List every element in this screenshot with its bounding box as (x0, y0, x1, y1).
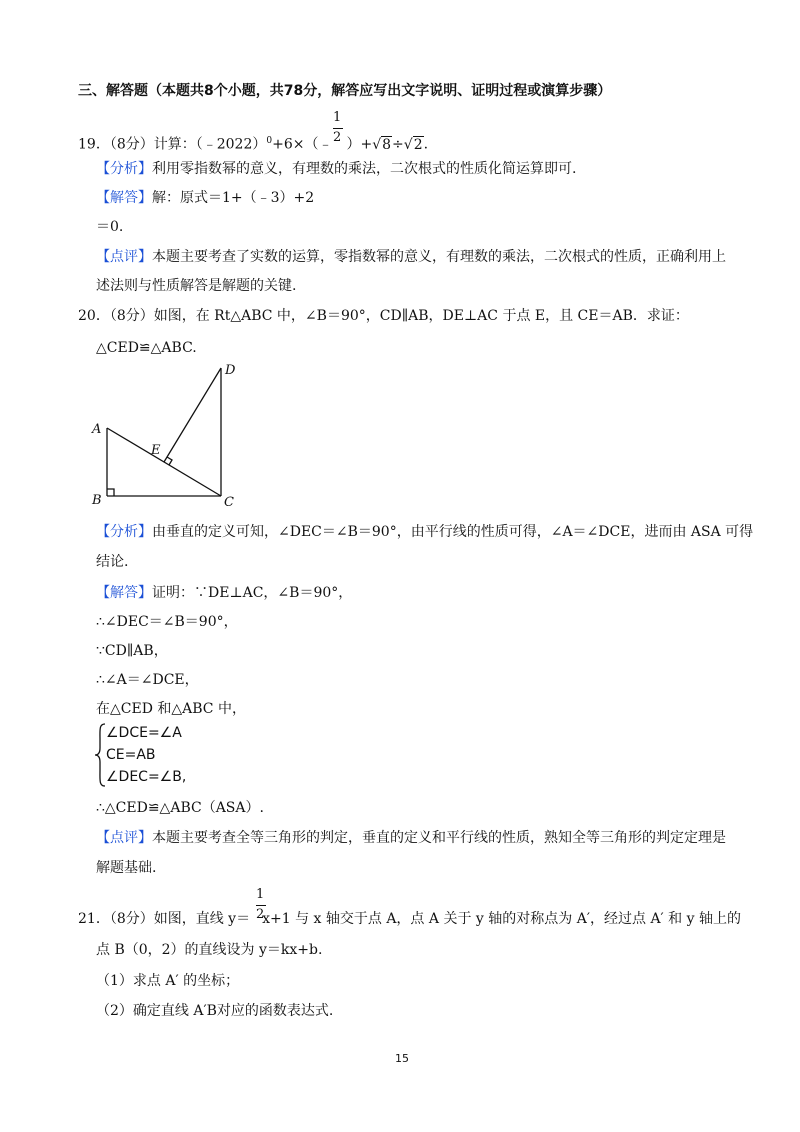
q19-div: ÷ (392, 136, 404, 153)
q21-line1-b: x+1 与 x 轴交于点 A，点 A 关于 y 轴的对称点为 A′，经过点 A′ 和 y 轴上的 (262, 911, 741, 927)
q19-analysis-text: 利用零指数幂的意义，有理数的乘法，二次根式的性质化简运算即可. (152, 161, 577, 177)
q19-prefix: 19．（8分）计算：（﹣2022） (78, 136, 267, 153)
q19-solution-tag: 【解答】 (96, 190, 152, 206)
q20-proof-line-4: ∴∠A＝∠DCE， (96, 672, 199, 688)
q19-solution-line-1: 解：原式＝1+（﹣3）+2 (152, 190, 315, 206)
q20-analysis-line-1: 由垂直的定义可知，∠DEC＝∠B＝90°，由平行线的性质可得，∠A＝∠DCE，进而由 ASA 可得 (152, 524, 754, 540)
q19-comment-line-1: 本题主要考查了实数的运算，零指数幂的意义，有理数的乘法，二次根式的性质，正确利用上 (152, 249, 726, 265)
q21-frac-den: 2 (256, 907, 265, 922)
q21-stem-line-1 (78, 910, 741, 928)
q21-stem-line-2: 点 B（0，2）的直线设为 y＝kx+b. (96, 942, 323, 958)
page-number: 15 (395, 1052, 409, 1065)
q19-solution (96, 189, 314, 207)
q19-end: . (423, 136, 429, 153)
section-title: 三、解答题（本题共8个小题，共78分，解答应写出文字说明、证明过程或演算步骤） (78, 83, 612, 99)
q20-comment-tag: 【点评】 (96, 830, 152, 846)
q20-analysis-tag: 【分析】 (96, 524, 152, 540)
q19-sqrt-8: √8 (372, 136, 392, 153)
q20-stem-line-1: 20．（8分）如图，在 Rt△ABC 中，∠B＝90°，CD∥AB，DE⊥AC 于点 E，且 CE＝AB．求证： (78, 308, 689, 324)
q20-comment (96, 829, 726, 847)
q20-system-line-2: CE=AB (106, 747, 156, 763)
label-E: E (151, 443, 161, 458)
q19-after-frac: ）+ (346, 136, 373, 153)
q20-comment-line-2: 解题基础. (96, 860, 157, 876)
q20-analysis (96, 523, 753, 541)
q21-frac-num: 1 (256, 887, 265, 902)
right-angle-B (107, 489, 114, 496)
q19-exponent: 0 (266, 136, 273, 146)
q20-proof-line-2: ∴∠DEC＝∠B＝90°， (96, 614, 238, 630)
q19-solution-line-2: ＝0. (96, 219, 124, 235)
q20-comment-line-1: 本题主要考查全等三角形的判定，垂直的定义和平行线的性质，熟知全等三角形的判定定理是 (152, 830, 726, 846)
q20-figure (88, 356, 258, 516)
q20-proof-line-1: 证明：∵DE⊥AC，∠B＝90°， (152, 585, 353, 601)
label-A: A (92, 422, 102, 437)
q19-comment (96, 248, 726, 266)
segment-DE (164, 368, 221, 462)
q21-part-2: （2）确定直线 A′B对应的函数表达式. (96, 1003, 334, 1019)
q19-stem (78, 132, 428, 154)
q20-proof-line-5: 在△CED 和△ABC 中， (96, 701, 246, 717)
q19-analysis (96, 160, 576, 178)
q21-part-1: （1）求点 A′ 的坐标； (96, 973, 240, 989)
label-D: D (225, 363, 236, 378)
q20-stem-line-2: △CED≌△ABC. (96, 340, 197, 356)
q21-line1-a: 21．（8分）如图，直线 y＝ (78, 911, 251, 927)
q19-comment-tag: 【点评】 (96, 249, 152, 265)
q19-frac-num: 1 (333, 110, 342, 125)
q20-proof-line-3: ∵CD∥AB， (96, 643, 168, 659)
q19-sqrt-2: √2 (403, 136, 423, 153)
q20-conclusion: ∴△CED≌△ABC（ASA）. (96, 800, 264, 816)
q20-system-line-3: ∠DEC=∠B, (106, 769, 187, 785)
q19-mid: +6×（﹣ (272, 136, 333, 153)
q19-comment-line-2: 述法则与性质解答是解题的关键. (96, 278, 297, 294)
q20-solution-tag: 【解答】 (96, 585, 152, 601)
q19-frac-den: 2 (333, 130, 342, 145)
label-B: B (92, 493, 102, 508)
q20-system-line-1: ∠DCE=∠A (106, 725, 182, 741)
q20-analysis-line-2: 结论. (96, 554, 129, 570)
label-C: C (224, 495, 234, 510)
q20-solution (96, 584, 352, 602)
q19-analysis-tag: 【分析】 (96, 161, 152, 177)
